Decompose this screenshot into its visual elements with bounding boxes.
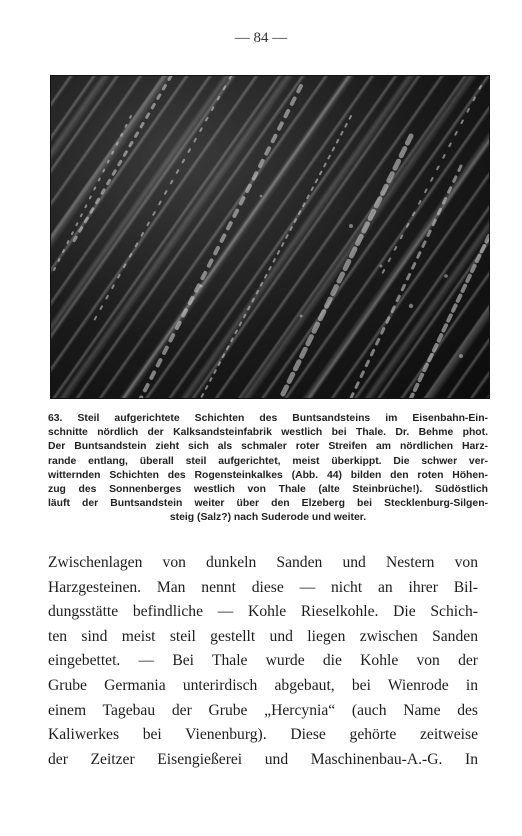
body-line: ten sind meist steil gestellt und liegen zwischen Sanden (48, 627, 478, 645)
body-line: Harzgesteinen. Man nennt diese — nicht an ihrer Bil- (48, 578, 478, 596)
photo-texture (51, 76, 489, 398)
rock-strata-photo (50, 75, 490, 399)
body-line: eingebettet. — Bei Thale wurde die Kohle von der (48, 652, 478, 670)
caption-line: rande entlang, überall steil aufgerichtet, meist überkippt. Die schwer ver- (48, 455, 488, 467)
body-line: Zwischenlagen von dunkeln Sanden und Nestern von (48, 554, 478, 571)
caption-line: 63. Steil aufgerichtete Schichten des Buntsandsteins im Eisenbahn-Ein- (48, 413, 488, 424)
body-line: dungsstätte befindliche — Kohle Rieselkohle. Die Schich- (48, 603, 478, 621)
caption-line: steig (Salz?) nach Suderode und weiter. (169, 512, 367, 524)
figure-caption (48, 412, 488, 526)
body-line: Kaliwerkes bei Vienenburg). Diese gehörte zeitweise (48, 726, 478, 744)
caption-line: schnitte nördlich der Kalksandsteinfabrik westlich bei Thale. Dr. Behme phot. (48, 427, 488, 439)
caption-line: läuft der Buntsandstein weiter über den Elzeberg bei Stecklenburg-Silgen- (48, 498, 488, 510)
body-text (48, 551, 478, 772)
body-line: einem Tagebau der Grube „Hercynia“ (auch Name des (48, 701, 478, 719)
page-number: — 84 — (234, 30, 288, 46)
body-line: Grube Germania unterirdisch abgebaut, bei Wienrode in (48, 676, 478, 694)
caption-line: witternden Schichten des Rogensteinkalkes (Abb. 44) bilden den roten Höhen- (48, 469, 488, 481)
caption-line: zug des Sonnenberges westlich von Thale (alte Steinbrüche!). Südöstlich (48, 484, 488, 496)
body-line: der Zeitzer Eisengießerei und Maschinenbau-A.-G. In (48, 750, 478, 768)
caption-line: Der Buntsandstein zieht sich als schmaler roter Streifen am nördlichen Harz- (48, 441, 488, 453)
